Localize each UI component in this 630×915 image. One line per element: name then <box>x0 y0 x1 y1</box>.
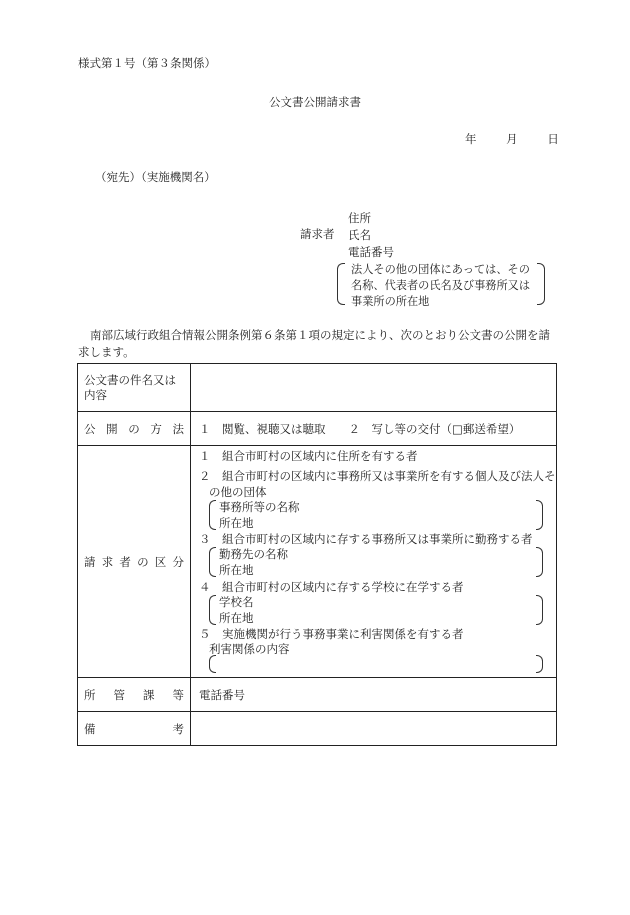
method-label-char: 開 <box>106 421 118 436</box>
workplace-location-label: 所在地 <box>219 563 254 577</box>
method-label-char: 方 <box>150 421 162 436</box>
interest-label: 利害関係の内容 <box>209 642 290 656</box>
request-form-table <box>77 363 557 746</box>
category-label-char: 求 <box>101 554 114 569</box>
department-row <box>78 678 557 712</box>
remarks-label-char: 考 <box>172 721 184 736</box>
workplace-name-label: 勤務先の名称 <box>219 547 288 561</box>
category-option-4[interactable]: ４ 組合市町村の区域内に存する学校に在学する者 <box>199 580 464 594</box>
school-name-label: 学校名 <box>219 595 254 609</box>
corporation-note: 法人その他の団体にあっては、その名称、代表者の氏名及び事務所又は事業所の所在地 <box>351 263 531 308</box>
left-bracket <box>209 547 216 577</box>
method-options[interactable]: １ 閲覧、視聴又は聴取 ２ 写し等の交付（□郵送希望） <box>191 412 557 446</box>
left-bracket <box>337 263 345 305</box>
workplace-box[interactable] <box>209 546 543 578</box>
left-bracket <box>209 595 216 625</box>
office-location-label: 所在地 <box>219 516 254 530</box>
category-label <box>78 446 191 678</box>
page-title: 公文書公開請求書 <box>269 95 361 109</box>
department-label-char: 等 <box>172 687 184 702</box>
category-option-2-cont: の他の団体 <box>209 485 267 499</box>
requester-fields <box>348 210 394 261</box>
department-label-char: 所 <box>84 687 96 702</box>
left-bracket <box>209 500 216 530</box>
interest-box[interactable] <box>209 654 543 674</box>
subject-label: 公文書の件名又は内容 <box>78 364 191 412</box>
remarks-label-char: 備 <box>84 721 96 736</box>
category-label-char: の <box>137 554 149 569</box>
remarks-label <box>78 712 191 746</box>
subject-field[interactable] <box>191 364 557 412</box>
method-label-char: 公 <box>84 421 96 436</box>
intro-text: 南部広域行政組合情報公開条例第６条第１項の規定により、次のとおり公文書の公開を請求します。 <box>78 328 550 359</box>
department-label-char: 管 <box>113 687 125 702</box>
method-row <box>78 412 557 446</box>
category-label-char: 者 <box>119 554 131 569</box>
date-line <box>465 133 559 147</box>
school-box[interactable] <box>209 594 543 626</box>
right-bracket <box>536 655 543 673</box>
category-label-char: 請 <box>84 554 96 569</box>
right-bracket <box>536 547 543 577</box>
date-day: 日 <box>547 132 559 146</box>
school-location-label: 所在地 <box>219 611 254 625</box>
form-number: 様式第１号（第３条関係） <box>78 56 216 70</box>
office-name-label: 事務所等の名称 <box>219 500 300 514</box>
corporation-note-box <box>337 262 545 306</box>
department-field[interactable] <box>191 678 557 712</box>
date-month: 月 <box>506 132 518 146</box>
subject-row <box>78 364 557 412</box>
category-option-1[interactable]: １ 組合市町村の区域内に住所を有する者 <box>199 449 418 463</box>
method-label-char: の <box>128 421 140 436</box>
category-label-char: 分 <box>172 554 184 569</box>
right-bracket <box>536 500 543 530</box>
remarks-field[interactable] <box>191 712 557 746</box>
right-bracket <box>537 263 545 305</box>
department-label-char: 課 <box>143 687 155 702</box>
remarks-row <box>78 712 557 746</box>
requester-name-label: 氏名 <box>348 228 371 242</box>
department-label <box>78 678 191 712</box>
method-label-char: 法 <box>172 421 184 436</box>
requester-address-label: 住所 <box>348 211 371 225</box>
category-option-5[interactable]: ５ 実施機関が行う事務事業に利害関係を有する者 <box>199 627 464 641</box>
category-option-2[interactable]: ２ 組合市町村の区域内に事務所又は事業所を有する個人及び法人そ <box>199 469 556 483</box>
category-options <box>191 446 557 678</box>
addressee: （宛先）（実施機関名） <box>95 170 216 184</box>
date-year: 年 <box>465 132 477 146</box>
category-label-char: 区 <box>154 554 167 569</box>
office-box[interactable] <box>209 499 543 531</box>
requester-label: 請求者 <box>300 227 335 241</box>
department-phone-label: 電話番号 <box>199 687 245 702</box>
category-row <box>78 446 557 678</box>
requester-phone-label: 電話番号 <box>348 245 394 259</box>
left-bracket <box>209 655 216 673</box>
method-label <box>78 412 191 446</box>
right-bracket <box>536 595 543 625</box>
category-option-3[interactable]: ３ 組合市町村の区域内に存する事務所又は事業所に勤務する者 <box>199 532 533 546</box>
